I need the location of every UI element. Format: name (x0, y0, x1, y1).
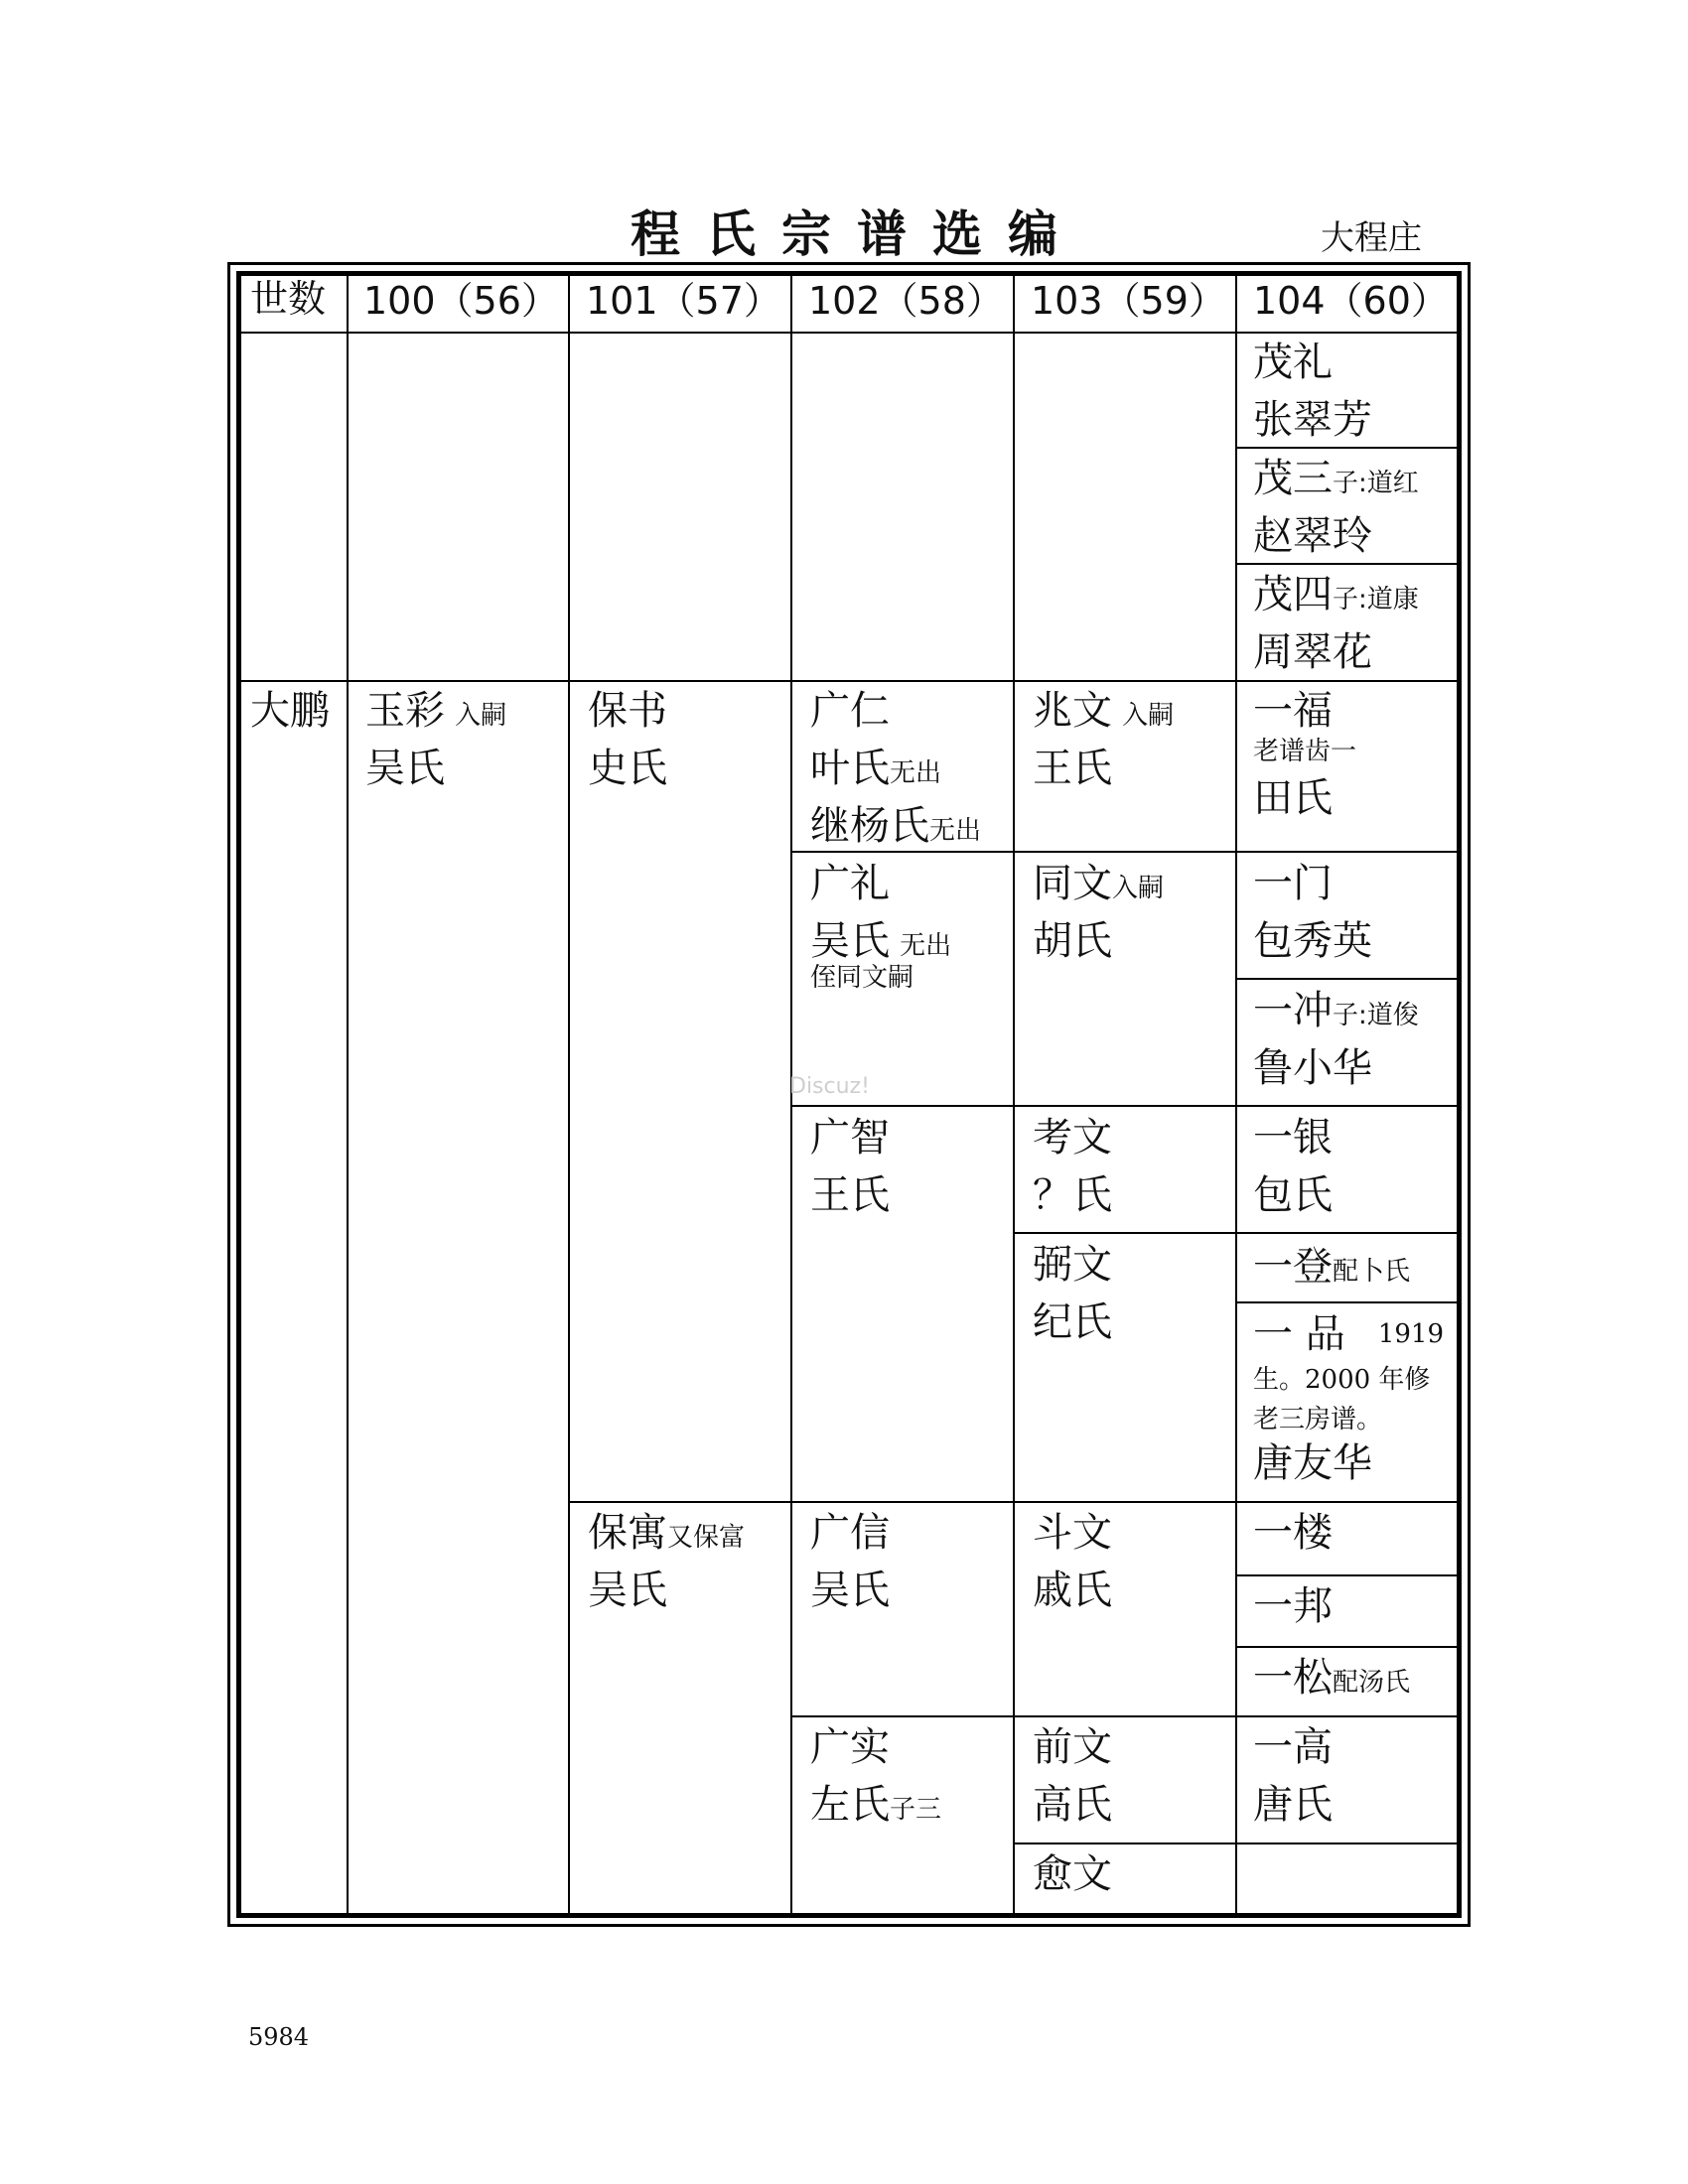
person-name: 一高 (1253, 1724, 1333, 1770)
person-name: 同文 (1033, 861, 1112, 906)
spouse-note: 无出 (900, 931, 952, 961)
person-note: 子:道俊 (1333, 1001, 1419, 1030)
page-number: 5984 (248, 2023, 310, 2051)
person-entry (1253, 1655, 1411, 1701)
person-entry (588, 688, 667, 806)
header-gen-104: 104（60） (1253, 279, 1449, 323)
spouse-name: 戚氏 (1033, 1568, 1112, 1613)
person-name: 广实 (810, 1724, 890, 1770)
person-entry (1253, 456, 1419, 574)
spouse-name: 王氏 (1033, 746, 1112, 791)
person-name: 一邦 (1253, 1583, 1333, 1629)
spouse-name: 田氏 (1253, 775, 1333, 821)
person-name: 广礼 (810, 861, 890, 906)
person-note: 入嗣 (1122, 701, 1175, 731)
person-name: 保寓 (588, 1510, 667, 1556)
spouse-name: 叶氏 (810, 746, 890, 791)
spouse-name: 唐氏 (1253, 1782, 1333, 1828)
person-entry (810, 861, 952, 1023)
person-entry (1033, 1724, 1112, 1843)
spouse-name: ？氏 (1033, 1172, 1112, 1218)
spouse-name: 纪氏 (1033, 1299, 1112, 1345)
person-name: 一楼 (1253, 1510, 1333, 1556)
person-entry (810, 1724, 942, 1843)
spouse-name: 赵翠玲 (1253, 513, 1372, 559)
person-entry (1253, 1311, 1452, 1501)
person-name: 玉彩 (365, 688, 445, 734)
person-name: 一门 (1253, 861, 1333, 906)
person-entry (1253, 1244, 1411, 1304)
person-name: 一银 (1253, 1115, 1333, 1160)
header-gen-103: 103（59） (1031, 279, 1226, 323)
person-entry (1033, 688, 1175, 806)
person-name: 广智 (810, 1115, 890, 1160)
header-generation-label: 世数 (250, 277, 327, 321)
person-note: 老谱齿一 (1253, 737, 1357, 766)
person-note: 子:道康 (1333, 585, 1419, 614)
spouse-name: 继杨氏 (810, 803, 929, 849)
header-gen-101: 101（57） (586, 279, 781, 323)
person-note: 子:道红 (1333, 469, 1419, 498)
person-name: 兆文 (1033, 688, 1112, 734)
spouse-name: 鲁小华 (1253, 1045, 1372, 1091)
person-name: 茂三 (1253, 456, 1333, 501)
person-entry (365, 688, 507, 806)
watermark: Discuz! (789, 1074, 870, 1099)
person-name: 一松 (1253, 1655, 1333, 1701)
person-name: 茂礼 (1253, 340, 1333, 385)
person-name: 保书 (588, 688, 667, 734)
person-entry (1253, 572, 1419, 690)
person-entry (588, 1510, 746, 1628)
person-entry (810, 1115, 890, 1233)
person-name: 弼文 (1033, 1242, 1112, 1288)
person-name: 广仁 (810, 688, 890, 734)
spouse-note: 无出 (929, 816, 982, 846)
person-note: 老三房谱。 (1253, 1405, 1383, 1434)
spouse-name: 周翠花 (1253, 629, 1372, 675)
spouse-name: 高氏 (1033, 1782, 1112, 1828)
person-name: 斗文 (1033, 1510, 1112, 1556)
person-name: 一冲 (1253, 988, 1333, 1033)
spouse-name: 王氏 (810, 1172, 890, 1218)
person-name: 一登 (1253, 1244, 1333, 1290)
person-entry (1033, 1510, 1112, 1628)
person-name: 考文 (1033, 1115, 1112, 1160)
spouse-name: 包秀英 (1253, 918, 1372, 964)
person-note: 子三 (890, 1795, 942, 1825)
spouse-name: 左氏 (810, 1782, 890, 1828)
person-entry (1253, 861, 1372, 979)
spouse-name: 张翠芳 (1253, 397, 1372, 443)
person-entry (1033, 861, 1165, 979)
person-entry (1253, 1724, 1333, 1843)
header-gen-100: 100（56） (363, 279, 559, 323)
person-entry (1253, 342, 1372, 458)
generation-label: 大鹏 (250, 688, 330, 734)
spouse-note: 无出 (890, 758, 942, 788)
person-entry (1253, 988, 1419, 1106)
person-entry (1253, 1115, 1333, 1233)
spouse-name: 吴氏 (810, 1568, 890, 1613)
person-name: 广信 (810, 1510, 890, 1556)
person-note: 生。2000 年修 (1253, 1365, 1431, 1395)
spouse-name: 吴氏 (588, 1568, 667, 1613)
person-entry (810, 688, 982, 864)
spouse-name: 史氏 (588, 746, 667, 791)
person-name: 一福 (1253, 688, 1333, 734)
person-note: 侄同文嗣 (810, 963, 914, 993)
header-gen-102: 102（58） (808, 279, 1004, 323)
person-entry (1253, 688, 1357, 836)
person-entry (1033, 1242, 1112, 1360)
person-name: 一 品 (1253, 1311, 1345, 1357)
spouse-name: 吴氏 (365, 746, 445, 791)
person-note: 又保富 (667, 1523, 746, 1553)
person-name: 茂四 (1253, 572, 1333, 617)
spouse-name: 胡氏 (1033, 918, 1112, 964)
person-note: 配汤氏 (1333, 1668, 1411, 1698)
place-name: 大程庄 (1321, 218, 1422, 258)
person-entry (810, 1510, 890, 1628)
person-note: 1919 (1377, 1319, 1444, 1349)
person-note: 入嗣 (455, 701, 507, 731)
person-name: 前文 (1033, 1724, 1112, 1770)
page-title: 程氏宗谱选编 (631, 205, 1083, 263)
person-note: 配卜氏 (1333, 1257, 1411, 1287)
spouse-name: 吴氏 (810, 918, 890, 964)
person-entry (1033, 1115, 1112, 1233)
spouse-name: 唐友华 (1253, 1440, 1372, 1486)
person-note: 入嗣 (1112, 874, 1165, 903)
spouse-name: 包氏 (1253, 1172, 1333, 1218)
person-name: 愈文 (1033, 1851, 1112, 1897)
